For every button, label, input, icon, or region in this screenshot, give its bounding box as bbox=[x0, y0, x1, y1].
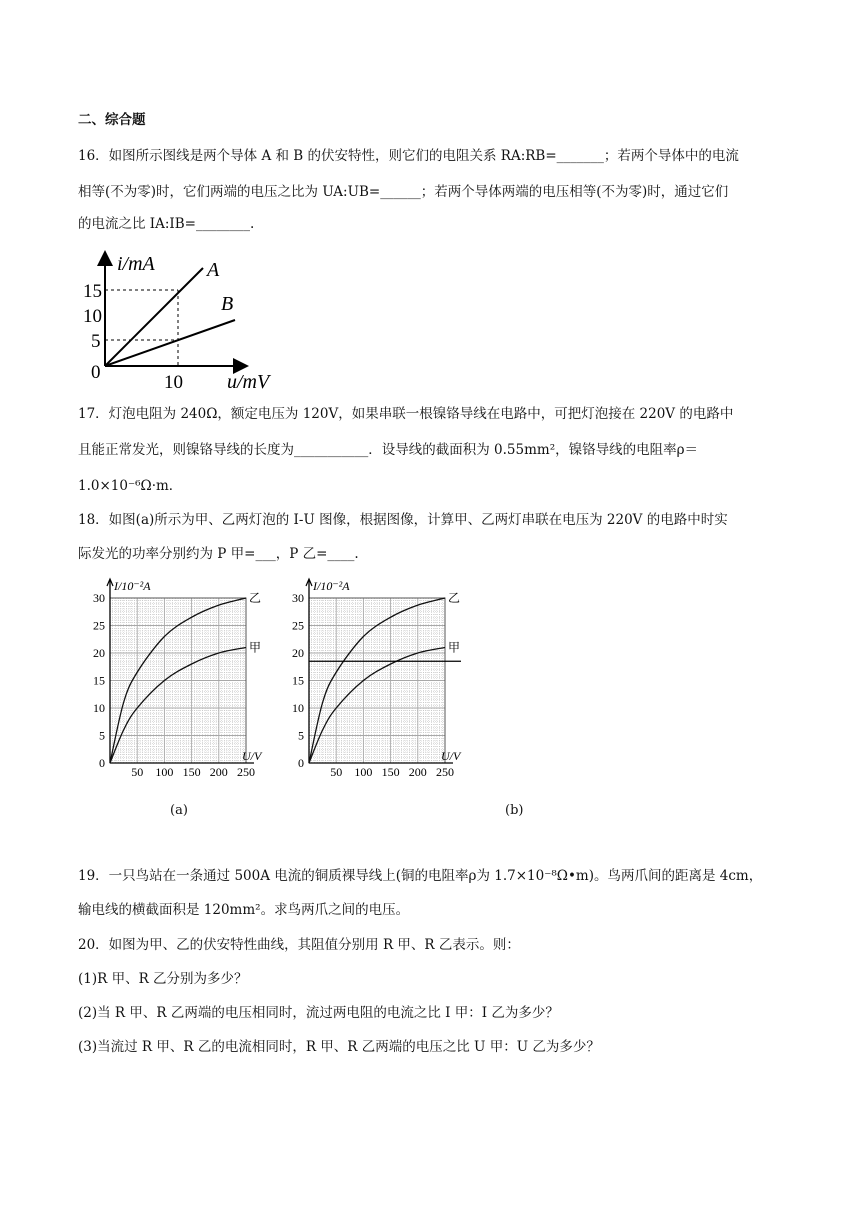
q19-line-1: 19．一只鸟站在一条通过 500A 电流的铜质裸导线上(铜的电阻率ρ为 1.7×10⁻⁸Ω•m)。鸟两爪间的距离是 4cm， bbox=[78, 868, 763, 884]
graph-a-ytick: 0 bbox=[99, 756, 105, 770]
q18-graph-a bbox=[88, 576, 278, 781]
graph-b-xtick: 50 bbox=[330, 765, 343, 779]
graph-b-y-label: I/10⁻²A bbox=[313, 579, 350, 593]
graph-a-xtick: 100 bbox=[155, 765, 174, 779]
q16-ytick-15: 15 bbox=[83, 281, 102, 302]
q18-line-2: 际发光的功率分别约为 P 甲=___，P 乙=____. bbox=[78, 546, 359, 562]
q20-line-2: (1)R 甲、R 乙分别为多少？ bbox=[78, 971, 248, 987]
graph-a-curve-label-jia: 甲 bbox=[249, 640, 262, 655]
graph-a-xtick: 150 bbox=[182, 765, 201, 779]
graph-a-y-label: I/10⁻²A bbox=[114, 579, 151, 593]
q16-line-a bbox=[105, 268, 203, 366]
graph-b-ytick: 25 bbox=[292, 618, 304, 633]
section-title: 二、综合题 bbox=[78, 112, 146, 128]
q16-line-b bbox=[105, 320, 235, 366]
q20-line-3: (2)当 R 甲、R 乙两端的电压相同时，流过两电阻的电流之比 I 甲：I 乙为多少？ bbox=[78, 1005, 559, 1021]
graph-a-ytick: 15 bbox=[93, 673, 105, 688]
q16-origin: 0 bbox=[91, 362, 101, 383]
q16-y-label: i/mA bbox=[117, 253, 155, 275]
graph-a-curve-label-yi: 乙 bbox=[249, 591, 262, 605]
graph-b-ytick: 0 bbox=[298, 756, 304, 770]
q16-ytick-5: 5 bbox=[91, 331, 101, 352]
q16-line-2: 相等(不为零)时，它们两端的电压之比为 UA:UB=______；若两个导体两端的电压相等(不为零)时，通过它们 bbox=[78, 184, 729, 200]
q20-line-1: 20．如图为甲、乙的伏安特性曲线，其阻值分别用 R 甲、R 乙表示。则： bbox=[78, 937, 520, 953]
graph-a-ytick: 30 bbox=[93, 591, 105, 605]
q16-line-1: 16．如图所示图线是两个导体 A 和 B 的伏安特性，则它们的电阻关系 RA:RB=_______；若两个导体中的电流 bbox=[78, 148, 739, 164]
graph-b-ytick: 5 bbox=[298, 728, 304, 743]
graph-b-ytick: 30 bbox=[292, 591, 304, 605]
graph-b-xtick: 150 bbox=[381, 765, 400, 779]
graph-a-ytick: 10 bbox=[93, 701, 105, 715]
q17-line-2: 且能正常发光，则镍铬导线的长度为___________．设导线的截面积为 0.55mm²，镍铬导线的电阻率ρ＝ bbox=[78, 442, 699, 458]
q16-line-3: 的电流之比 IA:IB=________. bbox=[78, 216, 255, 232]
q18-caption-a: (a) bbox=[170, 803, 188, 818]
graph-a-ytick: 25 bbox=[93, 618, 105, 633]
graph-a-x-label: U/V bbox=[242, 749, 262, 763]
graph-a-xtick: 200 bbox=[209, 765, 228, 779]
q16-label-b: B bbox=[221, 293, 234, 315]
q16-xtick-10: 10 bbox=[164, 372, 183, 393]
q16-x-label: u/mV bbox=[227, 371, 270, 393]
graph-b-x-label: U/V bbox=[441, 749, 461, 763]
q19-line-2: 输电线的横截面积是 120mm²。求鸟两爪之间的电压。 bbox=[78, 902, 410, 918]
graph-b-ytick: 15 bbox=[292, 673, 304, 688]
graph-b-xtick: 250 bbox=[436, 765, 454, 779]
graph-b-ytick: 20 bbox=[292, 646, 304, 660]
q17-line-3: 1.0×10⁻⁶Ω·m． bbox=[78, 478, 183, 494]
graph-b-curve-label-yi: 乙 bbox=[448, 591, 461, 605]
q16-label-a: A bbox=[207, 259, 220, 281]
q16-ytick-10: 10 bbox=[83, 306, 102, 327]
q18-graph-b bbox=[287, 576, 477, 781]
graph-b-ytick: 10 bbox=[292, 701, 304, 715]
graph-a-xtick: 50 bbox=[131, 765, 144, 779]
q18-caption-b: (b) bbox=[505, 803, 524, 818]
q16-iu-figure bbox=[85, 248, 295, 393]
graph-a-ytick: 5 bbox=[99, 728, 105, 743]
graph-b-xtick: 200 bbox=[408, 765, 427, 779]
graph-a-ytick: 20 bbox=[93, 646, 105, 660]
graph-a-xtick: 250 bbox=[237, 765, 255, 779]
graph-b-curve-label-jia: 甲 bbox=[448, 640, 461, 655]
q20-line-4: (3)当流过 R 甲、R 乙的电流相同时，R 甲、R 乙两端的电压之比 U 甲：U 乙为多少？ bbox=[78, 1039, 600, 1055]
q17-line-1: 17．灯泡电阻为 240Ω，额定电压为 120V，如果串联一根镍铬导线在电路中，可把灯泡接在 220V 的电路中 bbox=[78, 406, 734, 422]
q18-line-1: 18．如图(a)所示为甲、乙两灯泡的 I-U 图像，根据图像，计算甲、乙两灯串联在电压为 220V 的电路中时实 bbox=[78, 512, 728, 528]
graph-b-xtick: 100 bbox=[354, 765, 373, 779]
